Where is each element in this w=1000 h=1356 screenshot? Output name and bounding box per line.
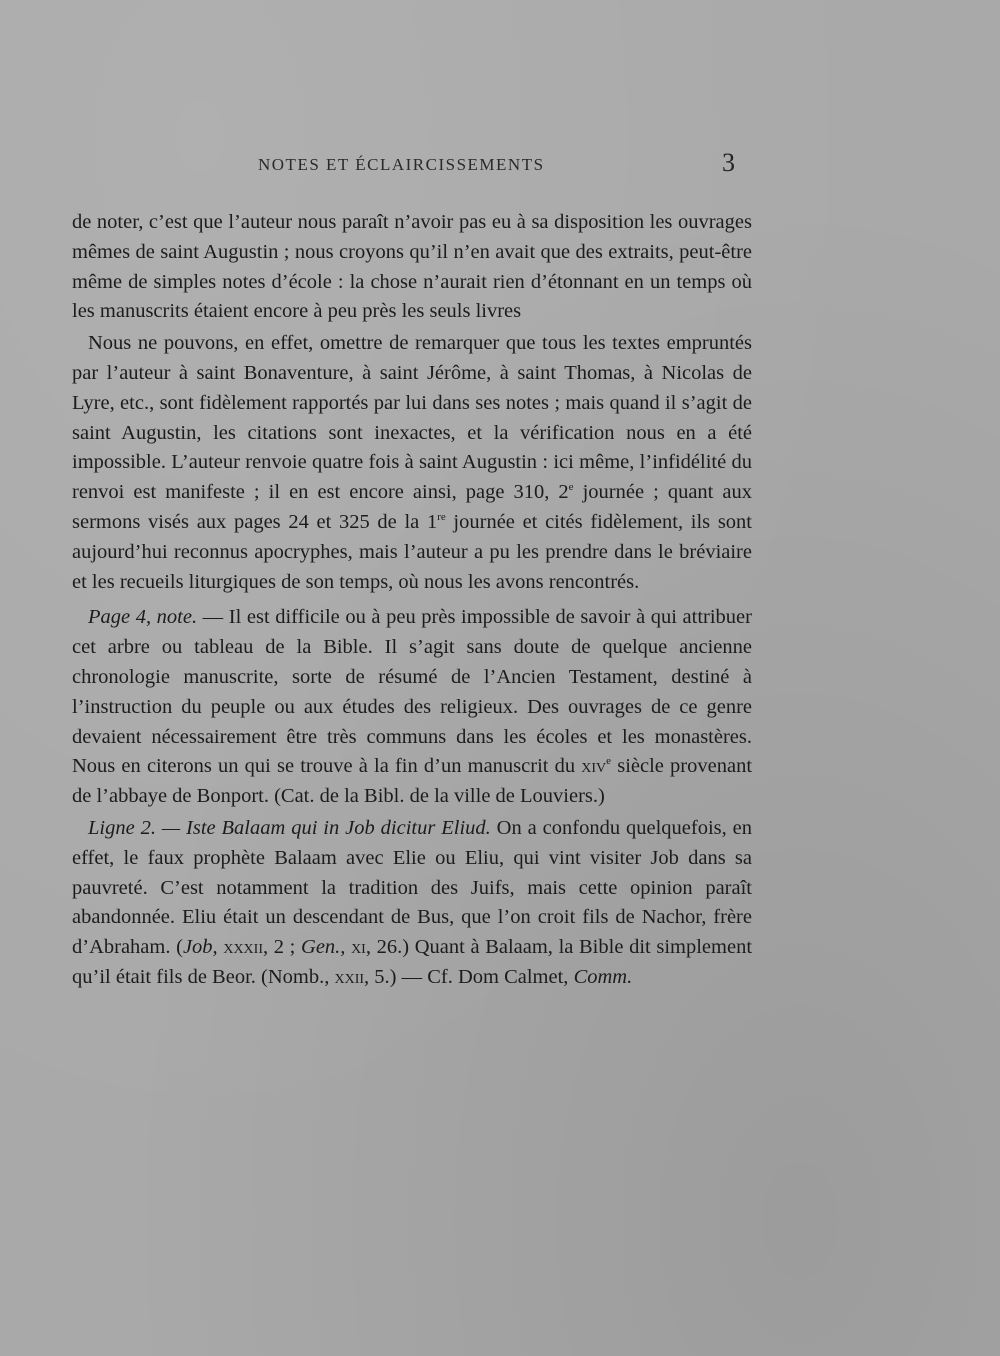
paragraph-3 (72, 603, 752, 812)
century-numeral: xiv (581, 755, 607, 778)
paragraph-4-text-d: , 5.) — Cf. Dom Calmet, (364, 965, 574, 988)
chapter-numeral: xi (345, 936, 366, 959)
paragraph-4-text-a: On a confondu quelquefois, en effet, le faux prophète Balaam avec Elie ou Eliu, qui vint visiter Job dans sa pauvreté. C’est notamment la tradition des Juifs, mais cette opinion paraît abandonnée. Eliu était un descendant de Bus, que l’on croit fils de Nachor, frère d’Abraham. ( (72, 816, 753, 959)
superscript: e (568, 481, 574, 494)
chapter-numeral: xxxii (217, 936, 263, 959)
paragraph-2-text-c: journée et cités fidèlement, ils sont aujourd’hui reconnus apocryphes, mais l’auteur a pu les prendre dans le bréviaire et les recueils liturgiques de son temps, où nous les avons rencontrés. (72, 510, 753, 593)
paragraph-2-text-a: Nous ne pouvons, en effet, omettre de remarquer que tous les textes empruntés par l’auteur à saint Bonaventure, à saint Jérôme, à saint Thomas, à Nicolas de Lyre, etc., sont fidèlement rapportés par lui dans ses notes ; mais quand il s’agit de saint Augustin, les citations sont inexactes, et la vérification nous en a été impossible. L’auteur renvoie quatre fois à saint Augustin : ici même, l’infidélité du renvoi est manifeste ; il en est encore ainsi, page 310, 2 (72, 332, 752, 504)
body-text (72, 208, 752, 993)
work-title: Comm. (573, 965, 633, 988)
running-head: NOTES ET ÉCLAIRCISSEMENTS (258, 155, 545, 174)
paragraph-3-text-b: siècle provenant de l’abbaye de Bonport. (Cat. de la Bibl. de la ville de Louviers.) (72, 755, 753, 808)
superscript: e (606, 755, 612, 768)
line-label: Ligne 2. (88, 816, 156, 839)
latin-quote: — Iste Balaam qui in Job dicitur Eliud. (155, 816, 491, 839)
paragraph-3-text-a: — Il est difficile ou à peu près impossible de savoir à qui attribuer cet arbre ou tableau de la Bible. Il s’agit sans doute de quelque ancienne chronologie manuscrite, sorte de résumé de l’Ancien Testament, destiné à l’instruction du peuple ou aux études des religieux. Des ouvrages de ce genre devaient nécessairement être très communs dans les écoles et les monastères. Nous en citerons un qui se trouve à la fin d’un manuscrit du (72, 606, 752, 778)
paragraph-2-text-b: journée ; quant aux sermons visés aux pages 24 et 325 de la 1 (72, 481, 752, 533)
note-label: Page 4, note. (88, 606, 198, 629)
page-number: 3 (722, 148, 735, 177)
paragraph-2 (72, 329, 752, 597)
paragraph-4 (72, 814, 752, 993)
paragraph-4-text-c: , 26.) Quant à Balaam, la Bible dit simplement qu’il était fils de Beor. (Nomb., (72, 936, 753, 988)
paragraph-1: de noter, c’est que l’auteur nous paraît n’avoir pas eu à sa disposition les ouvrages mêmes de saint Augustin ; nous croyons qu’il n’en avait que des extraits, peut-être même de simples notes d’école : la chose n’aurait rien d’étonnant en un temps où les manuscrits étaient encore à peu près les seuls livres (72, 211, 752, 323)
paragraph-4-text-b: , 2 ; (263, 936, 302, 959)
chapter-numeral: xxii (334, 965, 365, 988)
superscript: re (437, 511, 446, 524)
book-ref-job: Job, (182, 936, 218, 959)
book-ref-gen: Gen., (301, 936, 346, 959)
